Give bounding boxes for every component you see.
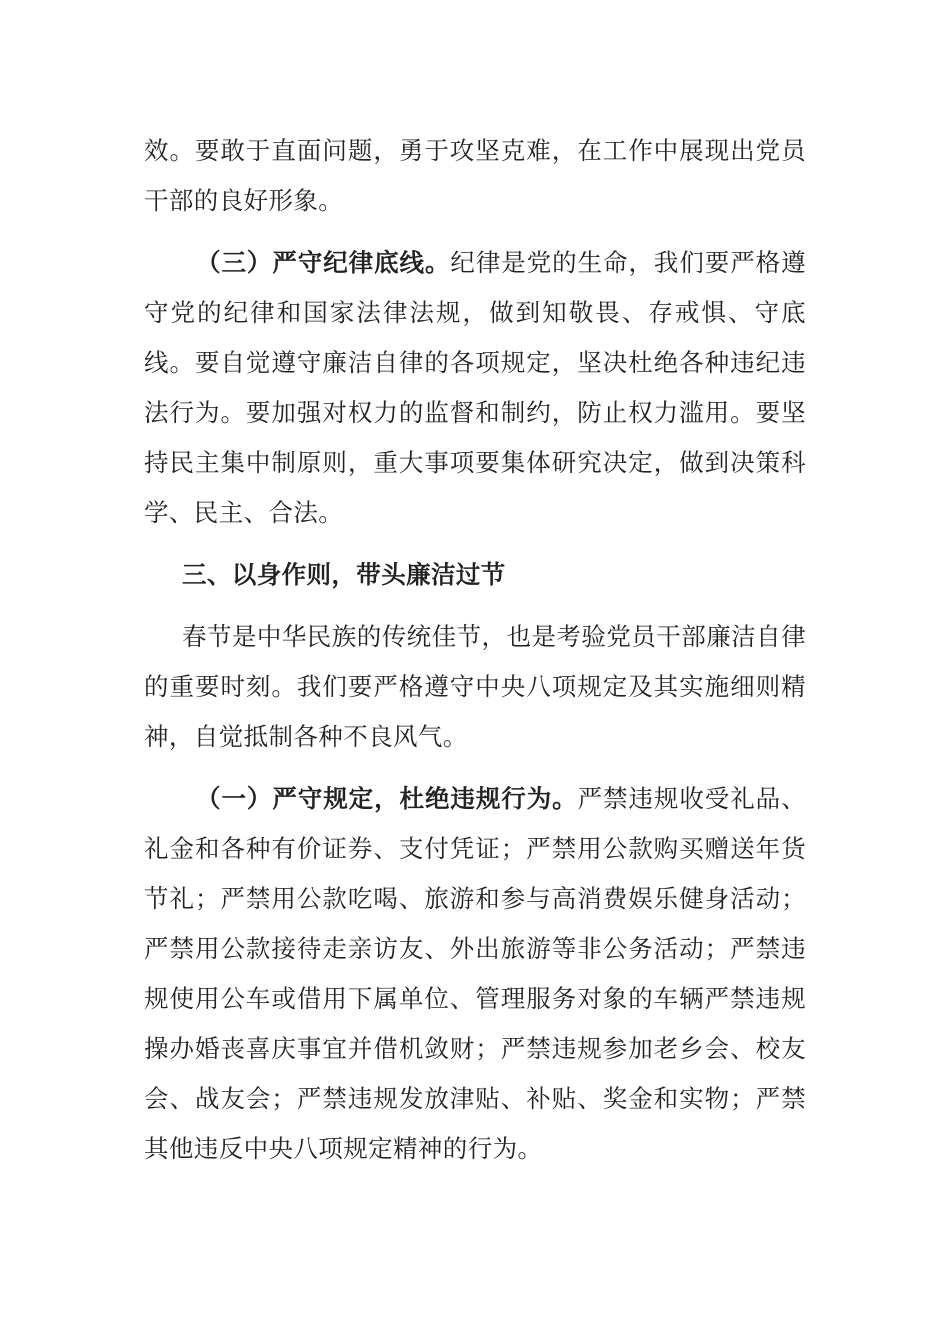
document-body (144, 126, 806, 1186)
paragraph-regulations (144, 774, 806, 1174)
paragraph-continuation: 效。要敢于直面问题，勇于攻坚克难，在工作中展现出党员干部的良好形象。 (144, 136, 806, 215)
paragraph-discipline (144, 238, 806, 538)
paragraph-body-regulations: 严禁违规收受礼品、礼金和各种有价证券、支付凭证；严禁用公款购买赠送年货节礼；严禁用公款吃喝、旅游和参与高消费娱乐健身活动；严禁用公款接待走亲访友、外出旅游等非公务活动；严禁违规使用公车或借用下属单位、管理服务对象的车辆严禁违规操办婚丧喜庆事宜并借机敛财；严禁违规参加老乡会、校友会、战友会；严禁违规发放津贴、补贴、奖金和实物；严禁其他违反中央八项规定精神的行为。 (144, 784, 807, 1163)
section-heading-three: 三、以身作则，带头廉洁过节 (182, 560, 506, 589)
paragraph-lead-regulations: （一）严守规定，杜绝违规行为。 (196, 784, 578, 813)
paragraph-spring-festival: 春节是中华民族的传统佳节，也是考验党员干部廉洁自律的重要时刻。我们要严格遵守中央八项规定及其实施细则精神，自觉抵制各种不良风气。 (144, 622, 806, 751)
paragraph-lead-discipline: （三）严守纪律底线。 (196, 248, 451, 277)
paragraph-body-discipline: 纪律是党的生命，我们要严格遵守党的纪律和国家法律法规，做到知敬畏、存戒惧、守底线。要自觉遵守廉洁自律的各项规定，坚决杜绝各种违纪违法行为。要加强对权力的监督和制约，防止权力滥用。要坚持民主集中制原则，重大事项要集体研究决定，做到决策科学、民主、合法。 (144, 248, 806, 527)
